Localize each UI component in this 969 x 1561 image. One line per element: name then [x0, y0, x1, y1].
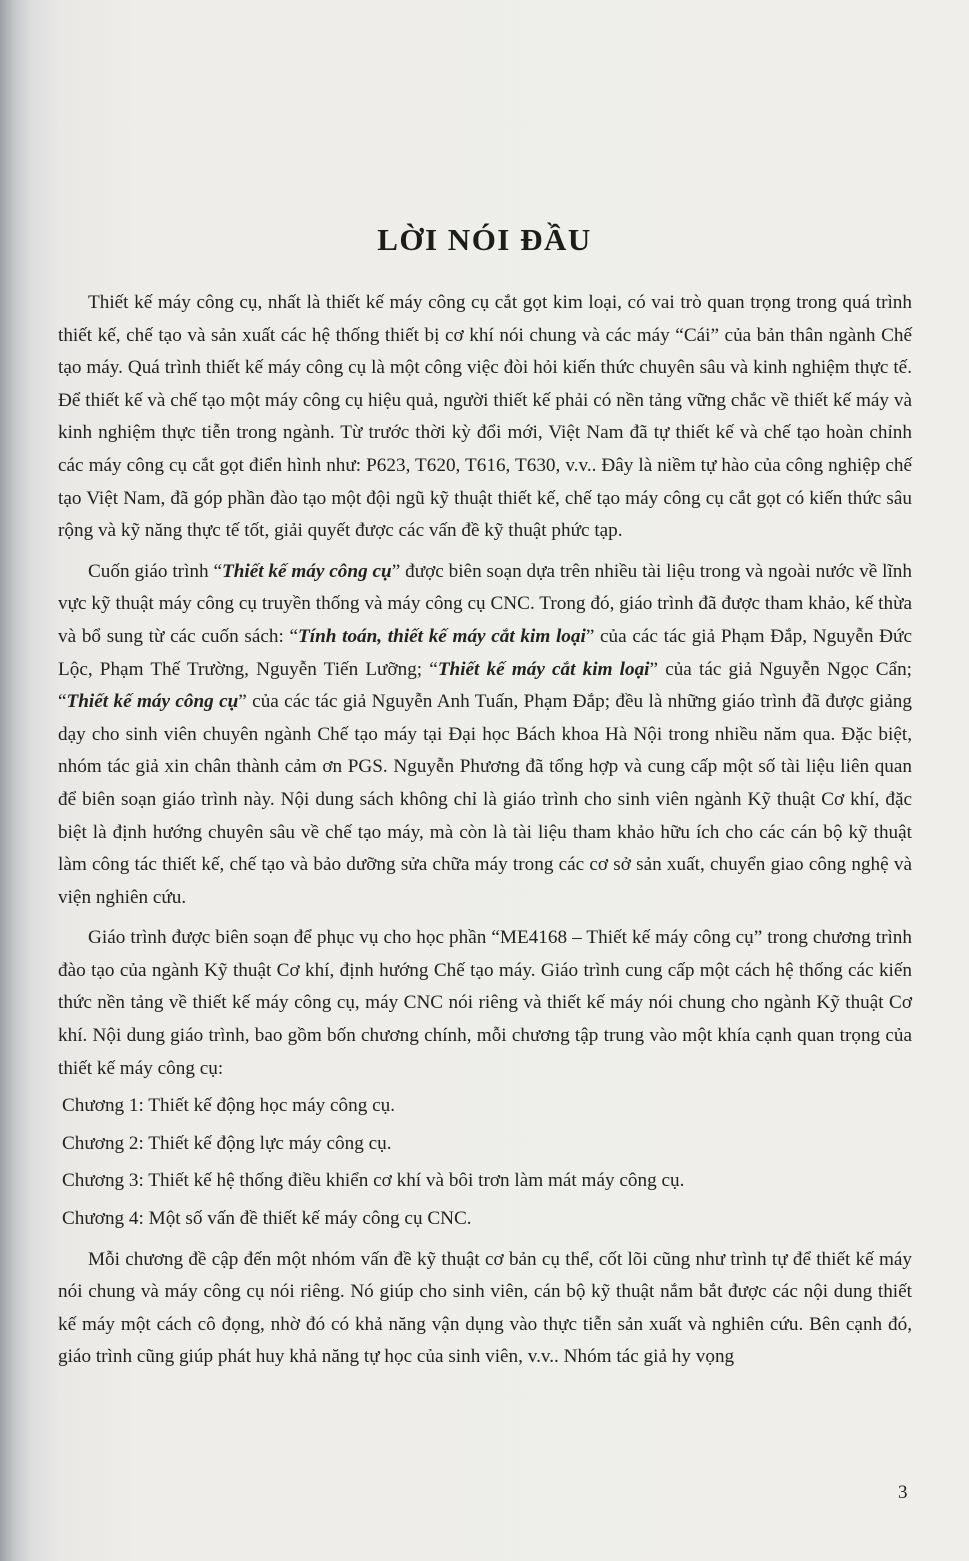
body-text — [58, 287, 912, 1374]
text-run: ” của các tác giả Phạm Đắp, Nguyễn Đức Lộc, Phạm Thế Trường, Nguyễn Tiến Lưỡng; “ — [58, 625, 912, 680]
paragraph-summary: Mỗi chương đề cập đến một nhóm vấn đề kỹ thuật cơ bản cụ thể, cốt lõi cũng như trình tự để thiết kế máy nói chung và máy công cụ nói riêng. Nó giúp cho sinh viên, cán bộ kỹ thuật nắm bắt được các nội dung thiết kế máy một cách cô đọng, nhờ đó có khả năng vận dụng vào thực tiễn sản xuất và nghiên cứu. Bên cạnh đó, giáo trình cũng giúp phát huy khả năng tự học của sinh viên, v.v.. Nhóm tác giả hy vọng — [58, 1248, 912, 1368]
book-title: Thiết kế máy công cụ — [66, 691, 239, 713]
chapter-item: Chương 4: Một số vấn đề thiết kế máy công cụ CNC. — [62, 1208, 472, 1230]
chapter-item: Chương 3: Thiết kế hệ thống điều khiển cơ khí và bôi trơn làm mát máy công cụ. — [62, 1170, 685, 1192]
text-run: Cuốn giáo trình “ — [88, 560, 222, 582]
paragraph-sources — [58, 556, 912, 915]
chapter-item: Chương 2: Thiết kế động lực máy công cụ. — [62, 1132, 392, 1154]
page-number: 3 — [898, 1482, 908, 1503]
chapter-item: Chương 1: Thiết kế động học máy công cụ. — [62, 1095, 395, 1117]
book-title: Thiết kế máy công cụ — [221, 560, 392, 582]
text-run: ” của các tác giả Nguyễn Anh Tuấn, Phạm Đắp; đều là những giáo trình đã được giảng dạy cho sinh viên chuyên ngành Chế tạo máy tại Đại học Bách khoa Hà Nội trong nhiều năm qua. Đặc biệt, nhóm tác giả xin chân thành cảm ơn PGS. Nguyễn Phương đã tổng hợp và cung cấp một số tài liệu liên quan để biên soạn giáo trình này. Nội dung sách không chỉ là giáo trình cho sinh viên ngành Kỹ thuật Cơ khí, đặc biệt là định hướng chuyên sâu về chế tạo máy, mà còn là tài liệu tham khảo hữu ích cho các cán bộ kỹ thuật làm công tác thiết kế, chế tạo và bảo dưỡng sửa chữa máy trong các cơ sở sản xuất, chuyển giao công nghệ và viện nghiên cứu. — [58, 691, 912, 908]
paragraph-intro: Thiết kế máy công cụ, nhất là thiết kế máy công cụ cắt gọt kim loại, có vai trò quan trọng trong quá trình thiết kế, chế tạo và sản xuất các hệ thống thiết bị cơ khí nói chung và các máy “Cái” của bản thân ngành Chế tạo máy. Quá trình thiết kế máy công cụ là một công việc đòi hỏi kiến thức chuyên sâu và kinh nghiệm thực tế. Để thiết kế và chế tạo một máy công cụ hiệu quả, người thiết kế phải có nền tảng vững chắc về thiết kế máy và kinh nghiệm thực tiễn trong ngành. Từ trước thời kỳ đổi mới, Việt Nam đã tự thiết kế và chế tạo hoàn chỉnh các máy công cụ cắt gọt điển hình như: P623, T620, T616, T630, v.v.. Đây là niềm tự hào của công nghiệp chế tạo Việt Nam, đã góp phần đào tạo một đội ngũ kỹ thuật thiết kế, chế tạo máy công cụ cắt gọt có kiến thức sâu rộng và kỹ năng thực tế tốt, giải quyết được các vấn đề kỹ thuật phức tạp. — [58, 292, 912, 542]
paragraph-course: Giáo trình được biên soạn để phục vụ cho học phần “ME4168 – Thiết kế máy công cụ” trong chương trình đào tạo của ngành Kỹ thuật Cơ khí, định hướng Chế tạo máy. Giáo trình cung cấp một cách hệ thống các kiến thức nền tảng về thiết kế máy công cụ, máy CNC nói riêng và thiết kế máy nói chung cho ngành Kỹ thuật Cơ khí. Nội dung giáo trình, bao gồm bốn chương chính, mỗi chương tập trung vào một khía cạnh quan trọng của thiết kế máy công cụ: — [58, 927, 912, 1079]
text-run: ” của tác giả Nguyễn Ngọc Cẩn; “ — [58, 658, 913, 713]
book-title: Thiết kế máy cắt kim loại — [437, 658, 650, 680]
text-run: ” được biên soạn dựa trên nhiều tài liệu trong và ngoài nước về lĩnh vực kỹ thuật máy công cụ truyền thống và máy công cụ CNC. Trong đó, giáo trình đã được tham khảo, kế thừa và bổ sung từ các cuốn sách: “ — [58, 560, 912, 647]
book-title: Tính toán, thiết kế máy cắt kim loại — [298, 625, 586, 647]
page-title: LỜI NÓI ĐẦU — [377, 222, 592, 257]
